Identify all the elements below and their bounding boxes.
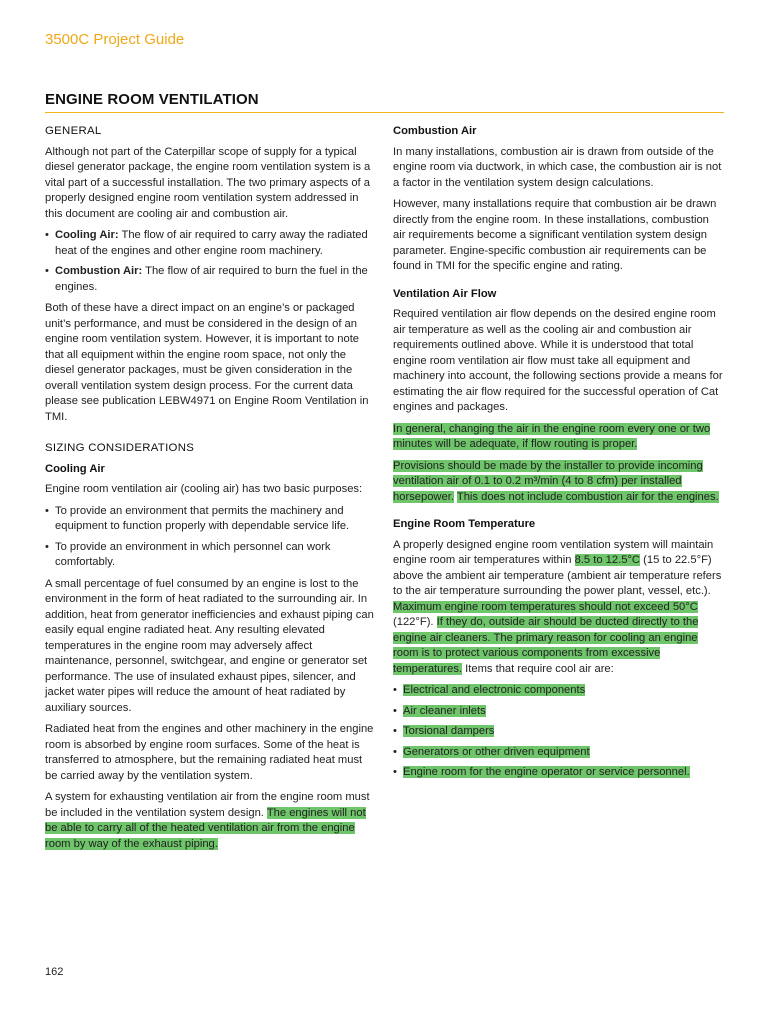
exhaust-text: A system for exhausting ventilation air from the engine room must be included in the ventilation system design. xyxy=(45,791,370,819)
cool-air-items-list xyxy=(393,683,723,781)
cooling-intro: Engine room ventilation air (cooling air) has two basic purposes: xyxy=(45,483,363,495)
general-heading: GENERAL xyxy=(45,125,102,137)
document-title: 3500C Project Guide xyxy=(45,31,185,48)
combustion-air-heading: Combustion Air xyxy=(393,125,477,137)
provisions-highlight: Provisions should be made by the installer to provide incoming ventilation air of 0.1 to 0.2 m³/min (4 to 8 cfm) per installed horsepower. xyxy=(393,459,703,503)
impact-paragraph: Both of these have a direct impact on an engine’s or packaged unit’s performance, and must be considered in the design of an engine room ventilation system. However, it is important to note that all equipment within the engine room space, not only the diesel generator packages, must be given consideration in the overall ventilation system design process. For the current data please see publication LEBW4971 on Engine Room Ventilation in TMI. xyxy=(45,302,369,423)
title-divider xyxy=(45,112,724,113)
bullet-term: Cooling Air: xyxy=(55,229,119,241)
exhaust-paragraph xyxy=(45,790,375,852)
item-highlight: Air cleaner inlets xyxy=(403,704,486,717)
ducting-highlight: If they do, outside air should be ducted directly to the engine air cleaners. The primary reason for cooling an engine room is to protect various components from excessive temperatures. xyxy=(393,616,699,675)
right-column xyxy=(393,124,723,787)
bullet-text: The flow of air required to burn the fuel in the engines. xyxy=(55,265,368,293)
temp-text: (122°F). xyxy=(393,616,437,628)
item-highlight: Torsional dampers xyxy=(403,725,495,737)
air-flow-paragraph: Required ventilation air flow depends on the desired engine room air temperature as well as the cooling air and combustion air requirements outlined above. While it is understood that total engine room ventilation air flow must take all equipment and machinery into account, the following sections provide a means for estimating the air flow required for the successful operation of Cat engines and packages. xyxy=(393,308,723,413)
combustion-note-highlight: This does not include combustion air for the engines. xyxy=(456,490,719,503)
temp-range-highlight: 8.5 to 12.5°C xyxy=(574,554,641,566)
cooling-air-heading: Cooling Air xyxy=(45,462,105,475)
temp-text: (15 to 22.5°F) above the ambient air temperature (ambient air temperature refers to the air temperature surrounding the power plant, vessel, etc.). xyxy=(393,554,722,597)
combustion-paragraph-2: However, many installations require that combustion air be drawn directly from the engine room. In these installations, combustion air requirements become a significant ventilation system design parameter. Engine-specific combustion air requirements can be found in TMI for the specific engine and rating. xyxy=(393,198,717,272)
exhaust-highlight: The engines will not be able to carry all of the heated ventilation air from the engine room by way of the exhaust piping. xyxy=(45,806,366,850)
list-item xyxy=(45,228,375,259)
cooling-purposes-list xyxy=(45,504,375,571)
temp-text: A properly designed engine room ventilation system will maintain engine room air temperatures within xyxy=(393,538,714,566)
list-item: • To provide an environment that permits the machinery and equipment to function properly with dependable service life. xyxy=(45,504,375,535)
list-item xyxy=(393,745,723,761)
engine-room-temperature-heading: Engine Room Temperature xyxy=(393,518,536,530)
max-temp-highlight: Maximum engine room temperatures should not exceed 50°C xyxy=(393,600,698,613)
temp-text: Items that require cool air are: xyxy=(462,662,614,675)
general-paragraph: Although not part of the Caterpillar scope of supply for a typical diesel generator package, the engine room ventilation system is a vital part of a successful installation. The two primary aspects of a properly designed engine room ventilation system addressed in this document are cooling air and combustion air. xyxy=(45,145,371,220)
bullet-term: Combustion Air: xyxy=(55,265,143,277)
temperature-paragraph xyxy=(393,538,723,678)
item-highlight: Engine room for the engine operator or service personnel. xyxy=(403,766,690,778)
list-item xyxy=(393,724,723,740)
radiated-heat-paragraph: Radiated heat from the engines and other machinery in the engine room is absorbed by engine room surfaces. Some of the heat is transferred to atmosphere, but the remaining radiated heat must be carried away by the ventilation system. xyxy=(45,723,374,782)
aspects-list xyxy=(45,228,375,295)
list-item xyxy=(45,264,375,295)
combustion-paragraph-1: In many installations, combustion air is drawn from outside of the engine room via ductwork, in which case, the combustion air is not a factor in the ventilation system design calculations. xyxy=(393,145,722,189)
list-item xyxy=(393,765,723,781)
fuel-paragraph: A small percentage of fuel consumed by an engine is lost to the environment in the form of heat radiated to the surrounding air. In addition, heat from generator inefficiencies and exhaust piping can easily equal engine radiated heat. Any resulting elevated temperatures in the engine room may adversely affect maintenance, personnel, switchgear, and engine or generator set performance. The use of insulated exhaust pipes, silencer, and jacket water pipes will reduce the amount of heat radiated by auxiliary sources. xyxy=(45,577,374,714)
bullet-text: The flow of air required to carry away the radiated heat of the engines and other engine room machinery. xyxy=(55,229,368,257)
left-column xyxy=(45,124,375,858)
list-item xyxy=(393,704,723,720)
section-title: ENGINE ROOM VENTILATION xyxy=(45,91,259,108)
sizing-heading: SIZING CONSIDERATIONS xyxy=(45,442,195,454)
item-highlight: Electrical and electronic components xyxy=(403,684,586,696)
air-change-highlight: In general, changing the air in the engine room every one or two minutes will be adequate, if flow routing is proper. xyxy=(393,422,711,450)
list-item xyxy=(393,683,723,699)
provisions-paragraph xyxy=(393,459,723,506)
list-item: • To provide an environment in which personnel can work comfortably. xyxy=(45,540,375,571)
page-number: 162 xyxy=(45,966,64,978)
item-highlight: Generators or other driven equipment xyxy=(403,745,590,758)
air-change-paragraph xyxy=(393,422,723,453)
ventilation-air-flow-heading: Ventilation Air Flow xyxy=(393,287,497,300)
